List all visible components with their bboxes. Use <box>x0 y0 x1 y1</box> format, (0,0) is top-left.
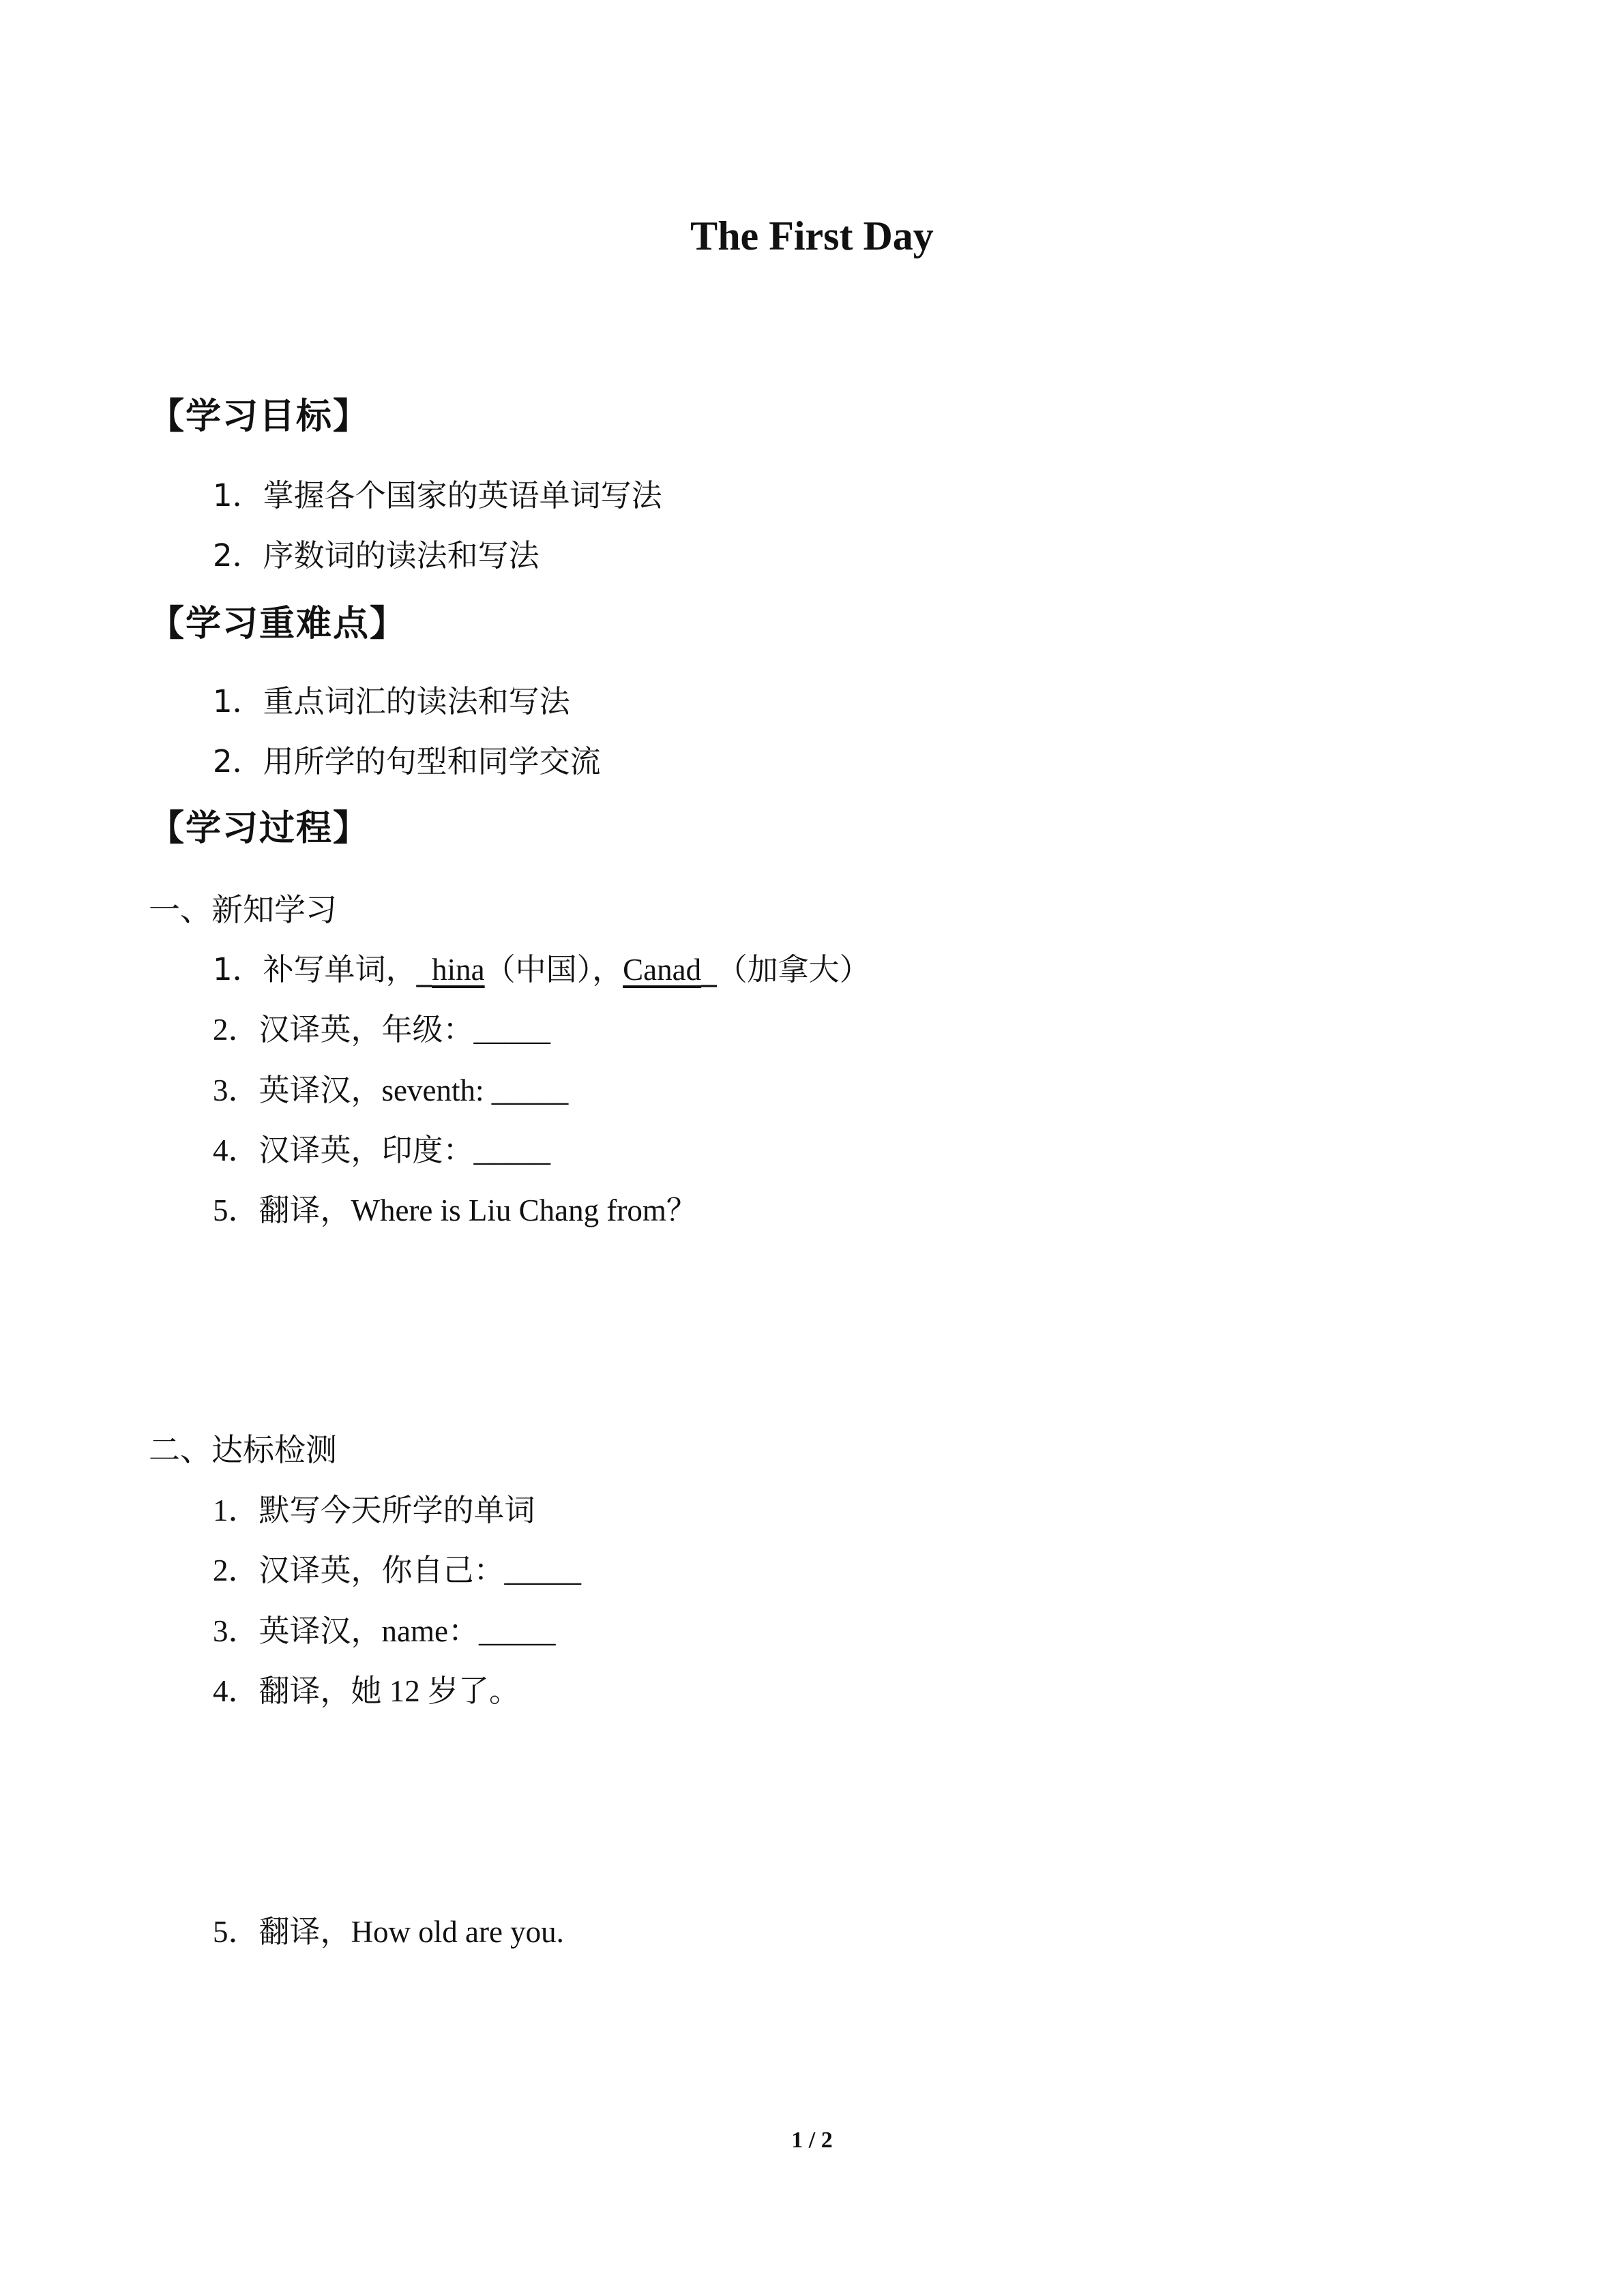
part1-item-1-suffix: _（加拿大） <box>701 951 870 987</box>
key-point-item-2: 2．用所学的句型和同学交流 <box>213 743 601 779</box>
section-heading-process: 【学习过程】 <box>149 808 370 849</box>
part1-heading: 一、新知学习 <box>149 891 337 928</box>
part1-item-5: 5．翻译，Where is Liu Chang from？ <box>213 1193 697 1227</box>
section-heading-key-points: 【学习重难点】 <box>149 603 407 644</box>
part2-item-2: 2．汉译英，你自己：_____ <box>213 1553 582 1587</box>
part2-heading: 二、达标检测 <box>149 1431 337 1468</box>
goal-item-1: 1．掌握各个国家的英语单词写法 <box>213 477 662 513</box>
part2-item-3: 3．英译汉，name：_____ <box>213 1614 556 1648</box>
page-number: 1 / 2 <box>791 2128 833 2153</box>
part1-item-1 <box>213 944 870 989</box>
document-title: The First Day <box>690 213 934 258</box>
part2-item-1: 1．默写今天所学的单词 <box>213 1493 535 1527</box>
key-point-item-1: 1．重点词汇的读法和写法 <box>213 683 570 719</box>
part2-item-5: 5．翻译，How old are you. <box>213 1915 564 1949</box>
section-heading-goals: 【学习目标】 <box>149 396 370 437</box>
blank-word-canada: Canad <box>623 953 702 987</box>
part1-item-3: 3．英译汉，seventh: _____ <box>213 1073 569 1107</box>
part1-item-2: 2．汉译英，年级：_____ <box>213 1013 551 1047</box>
part1-item-1-mid: （中国）， <box>484 951 623 987</box>
goal-item-2: 2．序数词的读法和写法 <box>213 537 540 573</box>
part2-item-4: 4．翻译，她 12 岁了。 <box>213 1674 520 1708</box>
part1-item-1-prefix: 1．补写单词，_ <box>213 951 432 987</box>
part1-item-4: 4．汉译英，印度：_____ <box>213 1133 551 1167</box>
blank-word-china: hina <box>432 953 485 987</box>
